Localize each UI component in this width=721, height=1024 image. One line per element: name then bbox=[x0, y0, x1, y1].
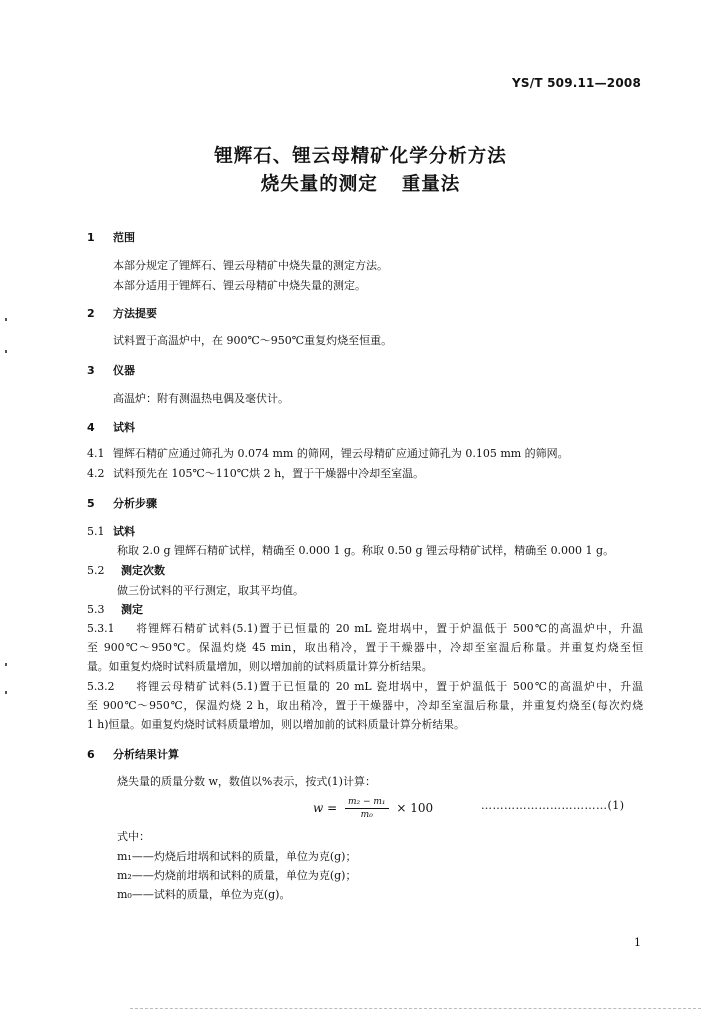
clause-4-1 bbox=[87, 445, 569, 461]
section-number: 5 bbox=[87, 497, 95, 510]
section-1-paragraph-2: 本部分适用于锂辉石、锂云母精矿中烧失量的测定。 bbox=[113, 279, 366, 292]
formula-multiplier: × 100 bbox=[396, 801, 434, 815]
clause-number: 4.1 bbox=[87, 447, 105, 460]
clause-5-3-1-line1 bbox=[87, 621, 643, 636]
document-title-line1: 锂辉石、锂云母精矿化学分析方法 bbox=[214, 146, 507, 167]
section-title: 范围 bbox=[113, 231, 135, 244]
section-number: 4 bbox=[87, 421, 95, 434]
section-title: 仪器 bbox=[113, 364, 135, 377]
clause-5-3-heading bbox=[87, 601, 143, 617]
formula-lhs: w = bbox=[313, 801, 338, 815]
section-title: 分析步骤 bbox=[113, 497, 157, 510]
clause-5-2-heading bbox=[87, 562, 165, 578]
variable-m0: m₀——试料的质量，单位为克(g)。 bbox=[117, 888, 291, 901]
variables-intro: 式中： bbox=[117, 830, 150, 843]
section-title: 试料 bbox=[113, 421, 135, 434]
section-5-heading bbox=[87, 495, 157, 511]
variable-m2: m₂——灼烧前坩埚和试料的质量，单位为克(g)； bbox=[117, 869, 357, 882]
clause-number: 5.2 bbox=[87, 564, 105, 577]
formula-denominator: m₀ bbox=[360, 810, 373, 820]
clause-5-3-2-line2: 至 900℃～950℃，保温灼烧 2 h，取出稍冷，置于干燥器中，冷却至室温后称量，并重复灼烧至(每次灼烧 bbox=[87, 699, 643, 712]
title-method: 重量法 bbox=[401, 174, 461, 195]
clause-number: 5.3.2 bbox=[87, 680, 115, 693]
section-1-paragraph-1: 本部分规定了锂辉石、锂云母精矿中烧失量的测定方法。 bbox=[113, 259, 388, 272]
clause-title: 测定次数 bbox=[121, 564, 165, 577]
section-2-heading bbox=[87, 305, 157, 321]
scan-speck bbox=[5, 663, 7, 666]
section-6-heading bbox=[87, 746, 179, 762]
clause-5-2-text: 做三份试料的平行测定，取其平均值。 bbox=[117, 584, 304, 597]
section-number: 2 bbox=[87, 307, 95, 320]
section-4-heading bbox=[87, 419, 135, 435]
clause-number: 5.3 bbox=[87, 603, 105, 616]
section-3-paragraph: 高温炉：附有测温热电偶及毫伏计。 bbox=[113, 392, 289, 405]
clause-5-1-text: 称取 2.0 g 锂辉石精矿试样，精确至 0.000 1 g。称取 0.50 g 锂云母精矿试样，精确至 0.000 1 g。 bbox=[117, 544, 615, 557]
clause-text: 锂辉石精矿应通过筛孔为 0.074 mm 的筛网，锂云母精矿应通过筛孔为 0.105 mm 的筛网。 bbox=[113, 447, 569, 460]
clause-title: 试料 bbox=[113, 525, 135, 538]
formula-numerator: m₂ − m₁ bbox=[345, 797, 389, 809]
clause-title: 测定 bbox=[121, 603, 143, 616]
section-number: 6 bbox=[87, 748, 95, 761]
formula-fraction bbox=[345, 797, 389, 820]
section-6-intro: 烧失量的质量分数 w，数值以%表示，按式(1)计算： bbox=[117, 775, 376, 788]
clause-5-3-1-line2: 至 900℃～950℃。保温灼烧 45 min，取出稍冷，置于干燥器中，冷却至室温后称量。并重复灼烧至恒 bbox=[87, 641, 643, 654]
page-number: 1 bbox=[634, 936, 641, 949]
clause-5-1-heading bbox=[87, 523, 135, 539]
title-subject: 烧失量的测定 bbox=[260, 174, 378, 195]
variable-m1: m₁——灼烧后坩埚和试料的质量，单位为克(g)； bbox=[117, 850, 357, 863]
clause-number: 5.1 bbox=[87, 525, 105, 538]
clause-number: 4.2 bbox=[87, 467, 105, 480]
scan-edge-noise bbox=[130, 1008, 701, 1013]
clause-text: 将锂辉石精矿试料(5.1)置于已恒量的 20 mL 瓷坩埚中，置于炉温低于 500℃的高温炉中，升温 bbox=[135, 622, 643, 635]
section-1-heading bbox=[87, 229, 135, 245]
section-title: 分析结果计算 bbox=[113, 748, 179, 761]
scan-speck bbox=[5, 350, 7, 353]
clause-5-3-2-line3: 1 h)恒量。如重复灼烧时试料质量增加，则以增加前的试料质量计算分析结果。 bbox=[87, 718, 465, 731]
section-title: 方法提要 bbox=[113, 307, 157, 320]
document-title-line2 bbox=[0, 170, 721, 196]
scan-speck bbox=[5, 691, 7, 694]
clause-number: 5.3.1 bbox=[87, 622, 115, 635]
clause-text: 将锂云母精矿试料(5.1)置于已恒量的 20 mL 瓷坩埚中，置于炉温低于 500℃的高温炉中，升温 bbox=[135, 680, 643, 693]
scan-speck bbox=[5, 318, 7, 321]
section-3-heading bbox=[87, 362, 135, 378]
clause-5-3-1-line3: 量。如重复灼烧时试料质量增加，则以增加前的试料质量计算分析结果。 bbox=[87, 660, 433, 673]
clause-5-3-2-line1 bbox=[87, 679, 643, 694]
standard-number: YS/T 509.11—2008 bbox=[512, 76, 641, 90]
section-number: 1 bbox=[87, 231, 95, 244]
section-number: 3 bbox=[87, 364, 95, 377]
section-2-paragraph: 试料置于高温炉中，在 900℃～950℃重复灼烧至恒重。 bbox=[113, 334, 393, 347]
clause-text: 试料预先在 105℃～110℃烘 2 h，置于干燥器中冷却至室温。 bbox=[113, 467, 425, 480]
equation-number: ……………………………(1) bbox=[481, 799, 625, 812]
formula-1 bbox=[313, 797, 433, 820]
clause-4-2 bbox=[87, 465, 424, 481]
